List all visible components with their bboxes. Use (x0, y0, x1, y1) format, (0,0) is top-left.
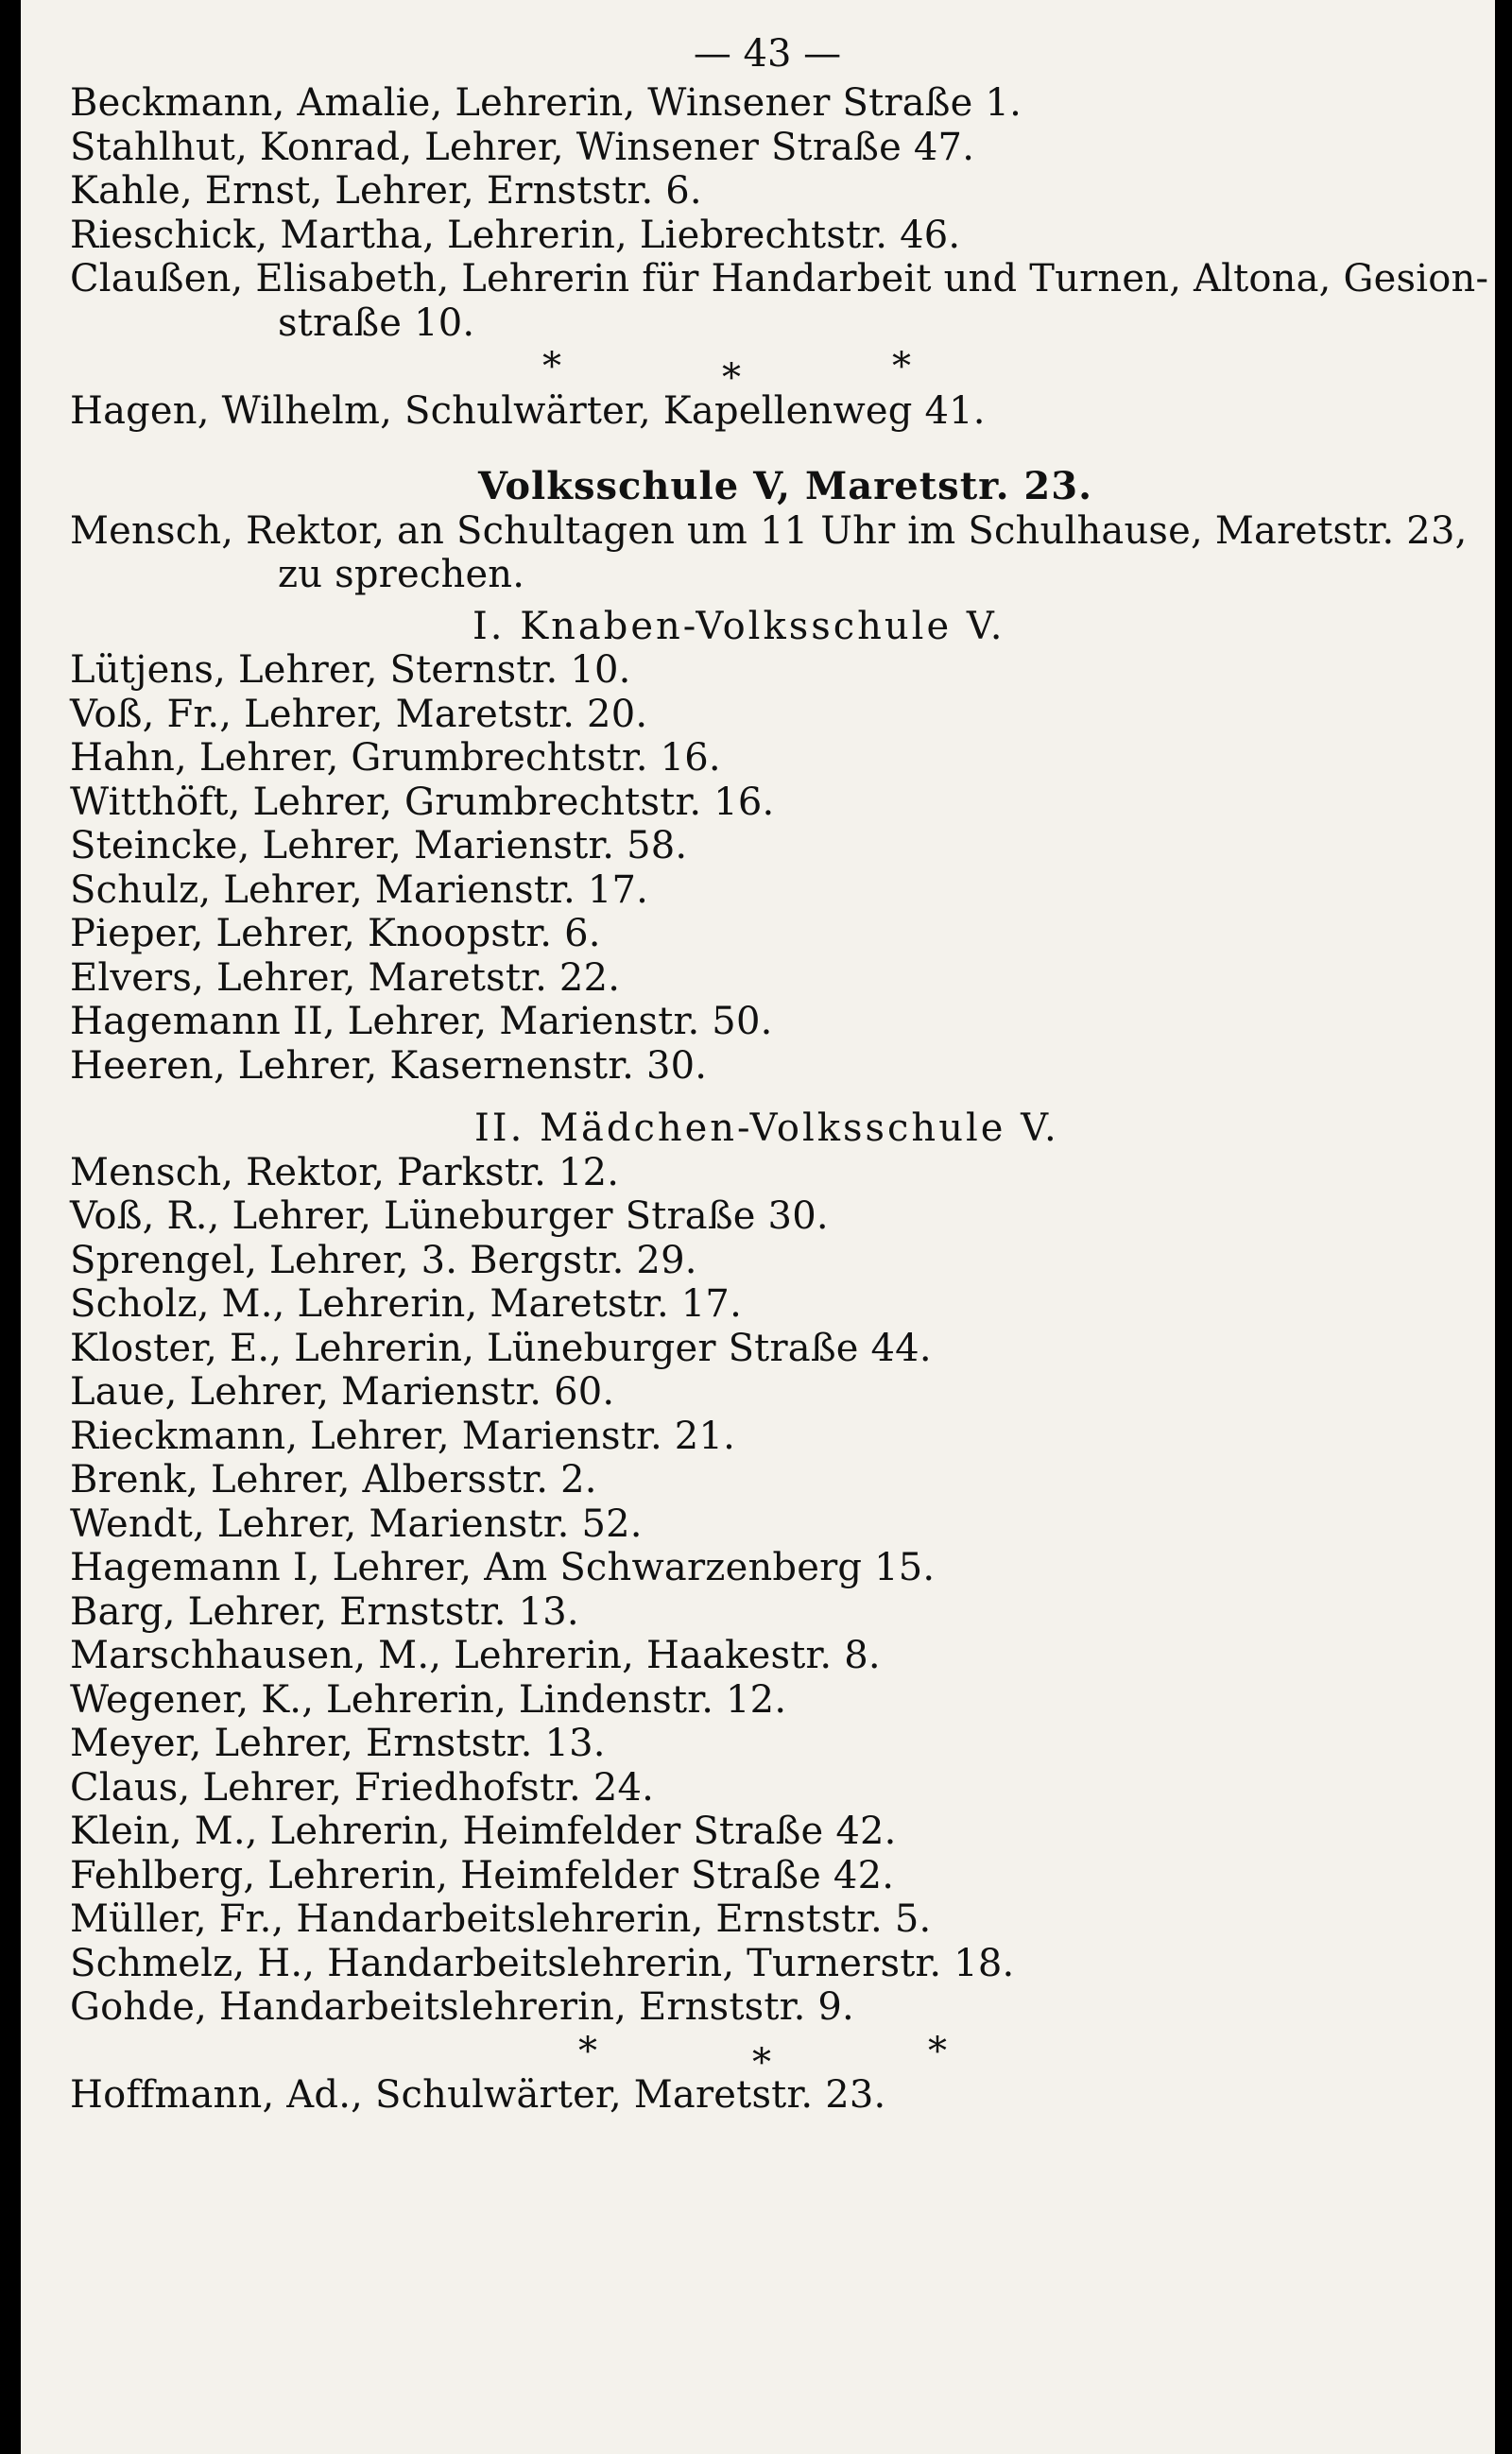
entry-line: Beckmann, Amalie, Lehrerin, Winsener Straße 1. (70, 81, 1022, 125)
teacher-entry: Kloster, E., Lehrerin, Lüneburger Straße 44. (70, 1326, 932, 1370)
teacher-entry: Sprengel, Lehrer, 3. Bergstr. 29. (70, 1238, 697, 1282)
star: * (752, 2040, 771, 2085)
teacher-entry: Klein, M., Lehrerin, Heimfelder Straße 42. (70, 1810, 897, 1853)
entry-line: Stahlhut, Konrad, Lehrer, Winsener Straße 47. (70, 125, 975, 169)
entry-line-continuation: straße 10. (278, 300, 475, 345)
teacher-entry: Barg, Lehrer, Ernststr. 13. (70, 1589, 579, 1634)
teacher-entry: Brenk, Lehrer, Albersstr. 2. (70, 1458, 597, 1502)
entry-line: Claußen, Elisabeth, Lehrerin für Handarbeit und Turnen, Altona, Gesion- (70, 257, 1489, 300)
entry-line: Kahle, Ernst, Lehrer, Ernststr. 6. (70, 169, 702, 213)
teacher-entry: Rieckmann, Lehrer, Marienstr. 21. (70, 1414, 736, 1458)
teacher-entry: Heeren, Lehrer, Kasernenstr. 30. (70, 1043, 708, 1088)
teacher-entry: Schulz, Lehrer, Marienstr. 17. (70, 867, 649, 912)
rector-line-continuation: zu sprechen. (278, 553, 525, 596)
teacher-entry: Elvers, Lehrer, Maretstr. 22. (70, 955, 621, 1000)
school-heading: Volksschule V, Maretstr. 23. (478, 464, 1093, 508)
rector-line: Mensch, Rektor, an Schultagen um 11 Uhr im Schulhause, Maretstr. 23, (70, 508, 1468, 553)
document-page (21, 0, 1495, 2454)
janitor-entry: Hagen, Wilhelm, Schulwärter, Kapellenweg 41. (70, 388, 986, 433)
teacher-entry: Claus, Lehrer, Friedhofstr. 24. (70, 1765, 655, 1810)
star: * (578, 2029, 597, 2073)
teacher-entry: Hahn, Lehrer, Grumbrechtstr. 16. (70, 736, 721, 780)
teacher-entry: Lütjens, Lehrer, Sternstr. 10. (70, 648, 631, 692)
section-heading-girls: II. Mädchen-Volksschule V. (474, 1107, 1059, 1150)
teacher-entry: Voß, R., Lehrer, Lüneburger Straße 30. (70, 1194, 829, 1238)
directory-listing (21, 81, 1495, 2118)
teacher-entry: Scholz, M., Lehrerin, Maretstr. 17. (70, 1282, 742, 1326)
star: * (928, 2029, 947, 2073)
teacher-entry: Marschhausen, M., Lehrerin, Haakestr. 8. (70, 1634, 881, 1677)
separator-stars (70, 345, 1438, 400)
teacher-entry: Gohde, Handarbeitslehrerin, Ernststr. 9. (70, 1985, 854, 2029)
teacher-entry: Schmelz, H., Handarbeitslehrerin, Turnerstr. 18. (70, 1941, 1015, 1985)
teacher-entry: Wendt, Lehrer, Marienstr. 52. (70, 1502, 643, 1546)
entry-line: Rieschick, Martha, Lehrerin, Liebrechtstr. 46. (70, 213, 961, 257)
janitor-entry: Hoffmann, Ad., Schulwärter, Maretstr. 23. (70, 2073, 886, 2117)
teacher-entry: Fehlberg, Lehrerin, Heimfelder Straße 42. (70, 1853, 895, 1897)
teacher-entry: Steincke, Lehrer, Marienstr. 58. (70, 824, 688, 867)
teacher-entry: Hagemann II, Lehrer, Marienstr. 50. (70, 1000, 773, 1043)
star: * (892, 345, 911, 388)
separator-stars (70, 2029, 1438, 2085)
teacher-entry: Mensch, Rektor, Parkstr. 12. (70, 1150, 620, 1194)
star: * (542, 345, 561, 388)
teacher-entry: Pieper, Lehrer, Knoopstr. 6. (70, 912, 601, 955)
teacher-entry: Wegener, K., Lehrerin, Lindenstr. 12. (70, 1677, 787, 1722)
section-heading-boys: I. Knaben-Volksschule V. (472, 604, 1005, 648)
star: * (722, 356, 741, 400)
teacher-entry: Meyer, Lehrer, Ernststr. 13. (70, 1722, 606, 1765)
teacher-entry: Müller, Fr., Handarbeitslehrerin, Ernststr. 5. (70, 1897, 932, 1941)
teacher-entry: Witthöft, Lehrer, Grumbrechtstr. 16. (70, 780, 775, 824)
teacher-entry: Voß, Fr., Lehrer, Maretstr. 20. (70, 692, 648, 736)
teacher-entry: Hagemann I, Lehrer, Am Schwarzenberg 15. (70, 1546, 936, 1589)
teacher-entry: Laue, Lehrer, Marienstr. 60. (70, 1370, 615, 1414)
page-number: — 43 — (693, 32, 842, 76)
